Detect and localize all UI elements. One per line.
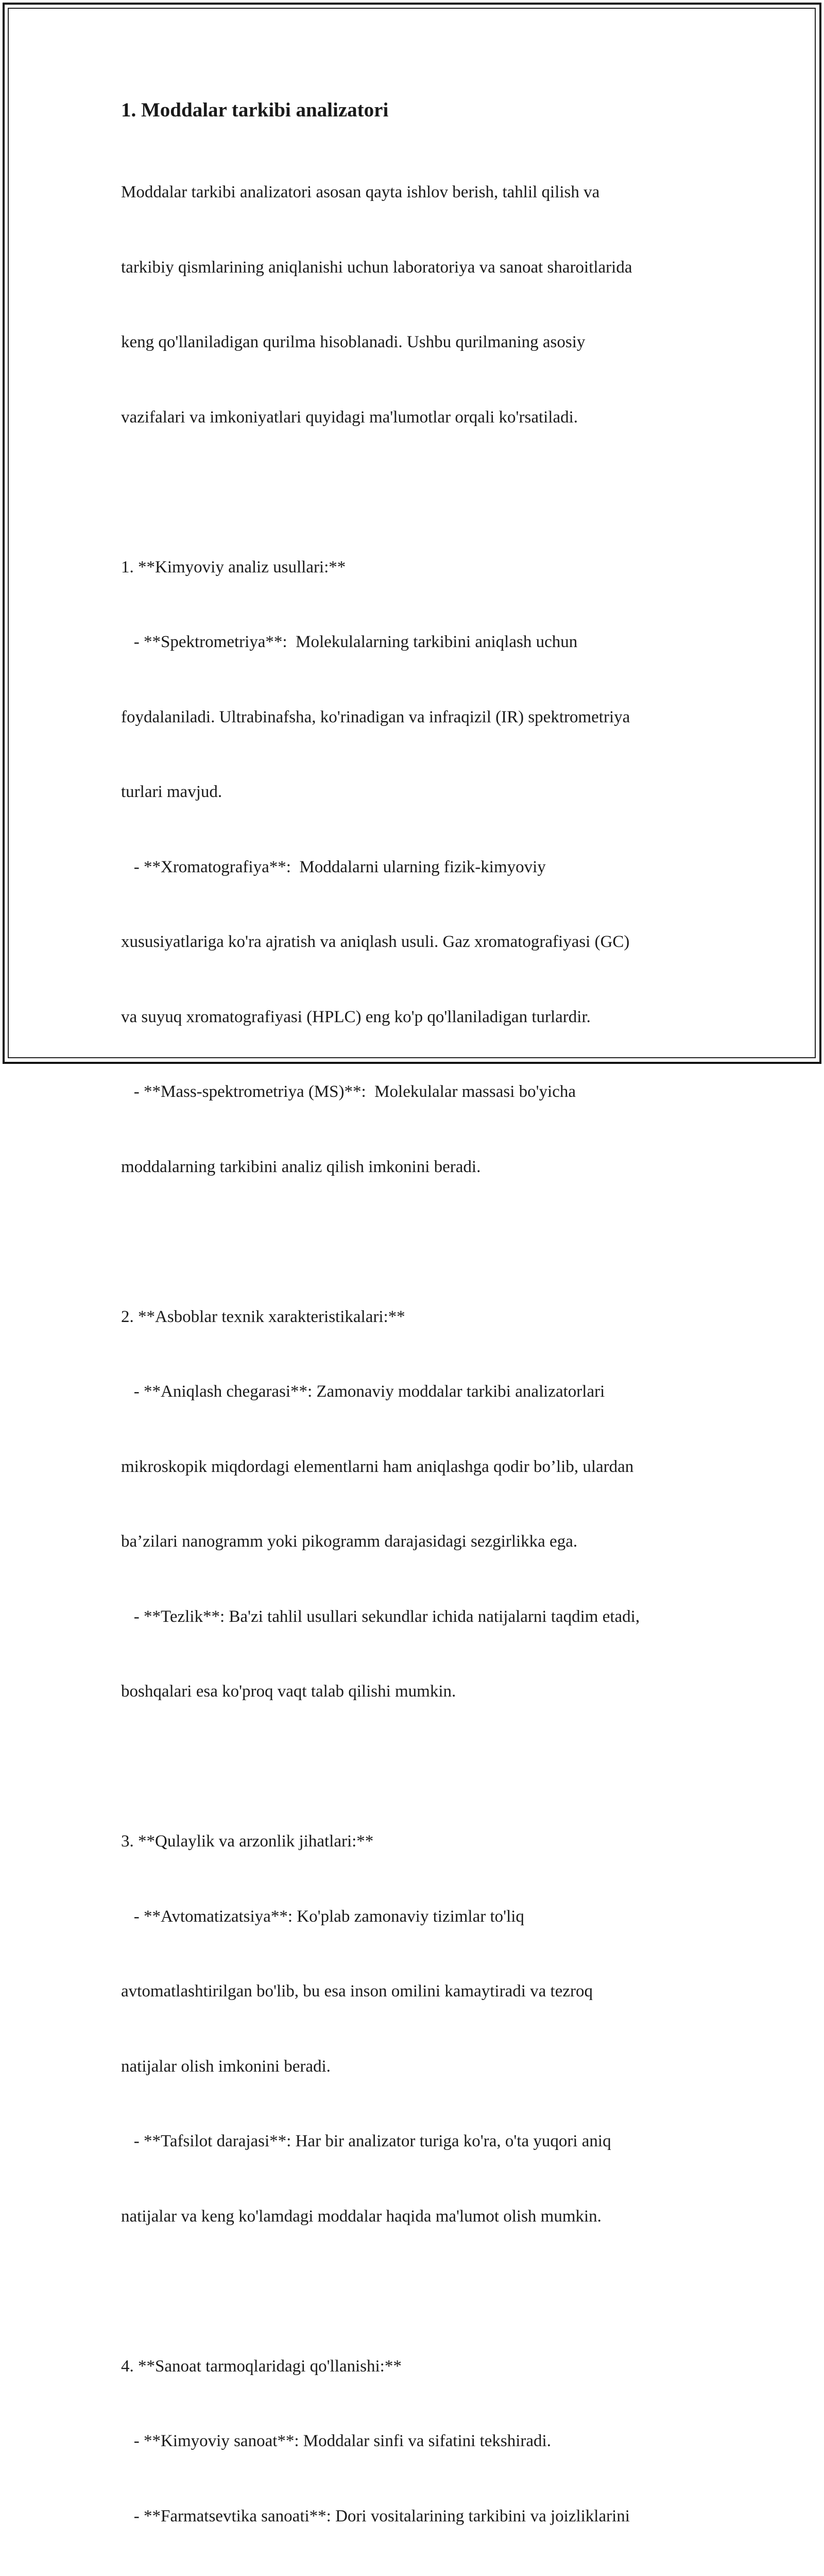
blank-line [121, 480, 713, 505]
text-line: natijalar olish imkonini beradi. [121, 2057, 331, 2076]
text-line: - **Tezlik**: Ba'zi tahlil usullari sekundlar ichida natijalarni taqdim etadi, [121, 1607, 640, 1626]
text-line: ba’zilari nanogramm yoki pikogramm darajasidagi sezgirlikka ega. [121, 1532, 578, 1551]
text-line: boshqalari esa ko'proq vaqt talab qilishi mumkin. [121, 1682, 456, 1701]
text-line: mikroskopik miqdordagi elementlarni ham aniqlashga qodir bo’lib, ulardan [121, 1457, 634, 1476]
text-line: - **Aniqlash chegarasi**: Zamonaviy moddalar tarkibi analizatorlari [121, 1382, 605, 1401]
text-line: xususiyatlariga ko'ra ajratish va aniqlash usuli. Gaz xromatografiyasi (GC) [121, 933, 630, 951]
text-line: Moddalar tarkibi analizatori asosan qayta ishlov berish, tahlil qilish va [121, 183, 600, 201]
text-line: - **Kimyoviy sanoat**: Moddalar sinfi va sifatini tekshiradi. [121, 2432, 551, 2450]
section-heading: 4. **Sanoat tarmoqlaridagi qo'llanishi:** [121, 2357, 402, 2376]
section-heading: 1. **Kimyoviy analiz usullari:** [121, 557, 346, 577]
text-line: - **Xromatografiya**: Moddalarni ularning fizik-kimyoviy [121, 857, 546, 876]
text-line: va suyuq xromatografiyasi (HPLC) eng ko'p qo'llaniladigan turlardir. [121, 1007, 591, 1026]
text-line: - **Avtomatizatsiya**: Ko'plab zamonaviy tizimlar to'liq [121, 1907, 524, 1926]
text-line: natijalar va keng ko'lamdagi moddalar haqida ma'lumot olish mumkin. [121, 2207, 602, 2226]
text-line: tarkibiy qismlarining aniqlanishi uchun laboratoriya va sanoat sharoitlarida [121, 258, 632, 277]
text-line: - **Tafsilot darajasi**: Har bir analizator turiga ko'ra, o'ta yuqori aniq [121, 2132, 611, 2150]
text-line: turlari mavjud. [121, 783, 222, 801]
text-line: avtomatlashtirilgan bo'lib, bu esa inson omilini kamaytiradi va tezroq [121, 1982, 593, 2001]
document-title: 1. Moddalar tarkibi analizatori [121, 99, 389, 121]
blank-line [121, 1229, 713, 1255]
text-line: keng qo'llaniladigan qurilma hisoblanadi. Ushbu qurilmaning asosiy [121, 333, 586, 351]
document-body [121, 130, 713, 2576]
text-line: - **Farmatsevtika sanoati**: Dori vositalarining tarkibini va joizliklarini [121, 2506, 630, 2526]
blank-line [121, 2279, 713, 2304]
document-content [121, 97, 713, 2576]
text-line: vazifalari va imkoniyatlari quyidagi ma'lumotlar orqali ko'rsatiladi. [121, 408, 578, 427]
blank-line [121, 1754, 713, 1780]
text-line: foydalaniladi. Ultrabinafsha, ko'rinadigan va infraqizil (IR) spektrometriya [121, 707, 630, 726]
text-line: moddalarning tarkibini analiz qilish imkonini beradi. [121, 1157, 481, 1176]
text-line: - **Spektrometriya**: Molekulalarning tarkibini aniqlash uchun [121, 633, 578, 651]
section-heading: 2. **Asboblar texnik xarakteristikalari:** [121, 1307, 405, 1326]
section-heading: 3. **Qulaylik va arzonlik jihatlari:** [121, 1832, 374, 1851]
text-line: - **Mass-spektrometriya (MS)**: Molekulalar massasi bo'yicha [121, 1082, 576, 1101]
